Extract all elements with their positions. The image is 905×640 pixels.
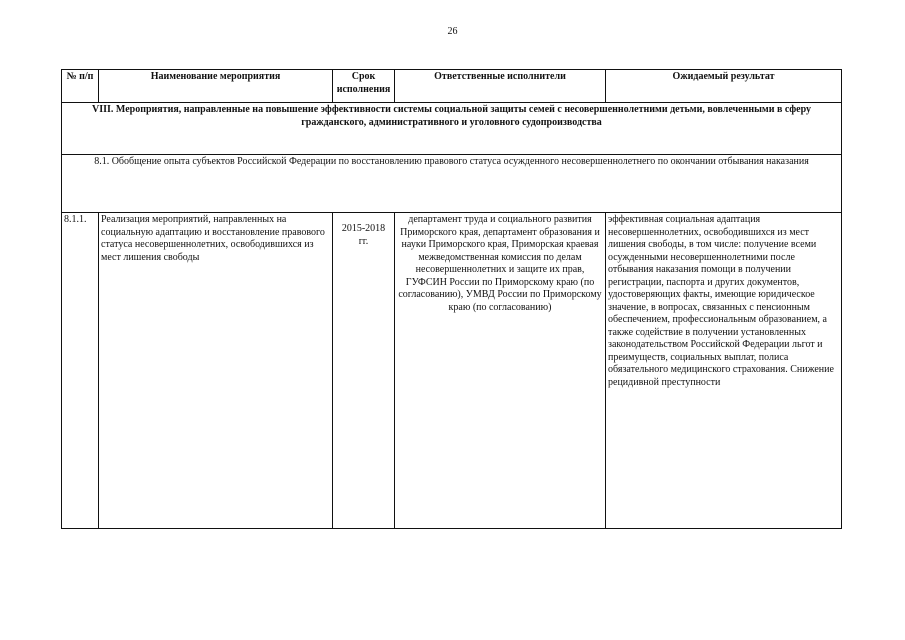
table-header-row — [62, 70, 842, 103]
header-responsible: Ответственные исполнители — [395, 70, 606, 103]
header-name: Наименование мероприятия — [99, 70, 333, 103]
row-deadline-line2: гг. — [358, 235, 369, 247]
measures-table — [61, 69, 842, 529]
header-num: № п/п — [62, 70, 99, 103]
row-deadline — [333, 213, 395, 529]
header-deadline — [333, 70, 395, 103]
section-row — [62, 103, 842, 155]
row-deadline-line1: 2015-2018 — [341, 223, 386, 234]
page-number: 26 — [447, 26, 458, 37]
row-name: Реализация мероприятий, направленных на социальную адаптацию и восстановление правового статуса несовершеннолетних, освободившихся из мест лишения свободы — [99, 213, 333, 529]
subsection-row — [62, 155, 842, 213]
section-title: VIII. Мероприятия, направленные на повышение эффективности системы социальной защиты семей с несовершеннолетними детьми, вовлеченными в сферу гражданского, административного и уголовного судопроизводства — [62, 103, 842, 155]
header-deadline-line1: Срок — [351, 71, 376, 82]
row-result: эффективная социальная адаптация несовершеннолетних, освободившихся из мест лишения свободы, в том числе: получение всеми осужденными несовершеннолетними после отбывания наказания помощи в получении регистрации, паспорта и других документов, удостоверяющих факты, имеющие юридическое значение, в вопросах, связанных с пенсионным обеспечением, профессиональным образованием, а также содействие в получении установленных законодательством Российской Федерации льгот и преимуществ, социальных выплат, полиса обязательного медицинского страхования. Снижение рецидивной преступности — [606, 213, 842, 529]
table-row — [62, 213, 842, 529]
row-responsible: департамент труда и социального развития Приморского края, департамент образования и науки Приморского края, Приморская краевая межведомственная комиссия по делам несовершеннолетних и защите их прав, ГУФСИН России по Приморскому краю (по согласованию), УМВД России по Приморскому краю (по согласованию) — [395, 213, 606, 529]
subsection-title: 8.1. Обобщение опыта субъектов Российской Федерации по восстановлению правового статуса осужденного несовершеннолетнего по окончании отбывания наказания — [62, 155, 842, 213]
header-result: Ожидаемый результат — [606, 70, 842, 103]
row-num: 8.1.1. — [62, 213, 99, 529]
header-deadline-line2: исполнения — [336, 83, 391, 95]
